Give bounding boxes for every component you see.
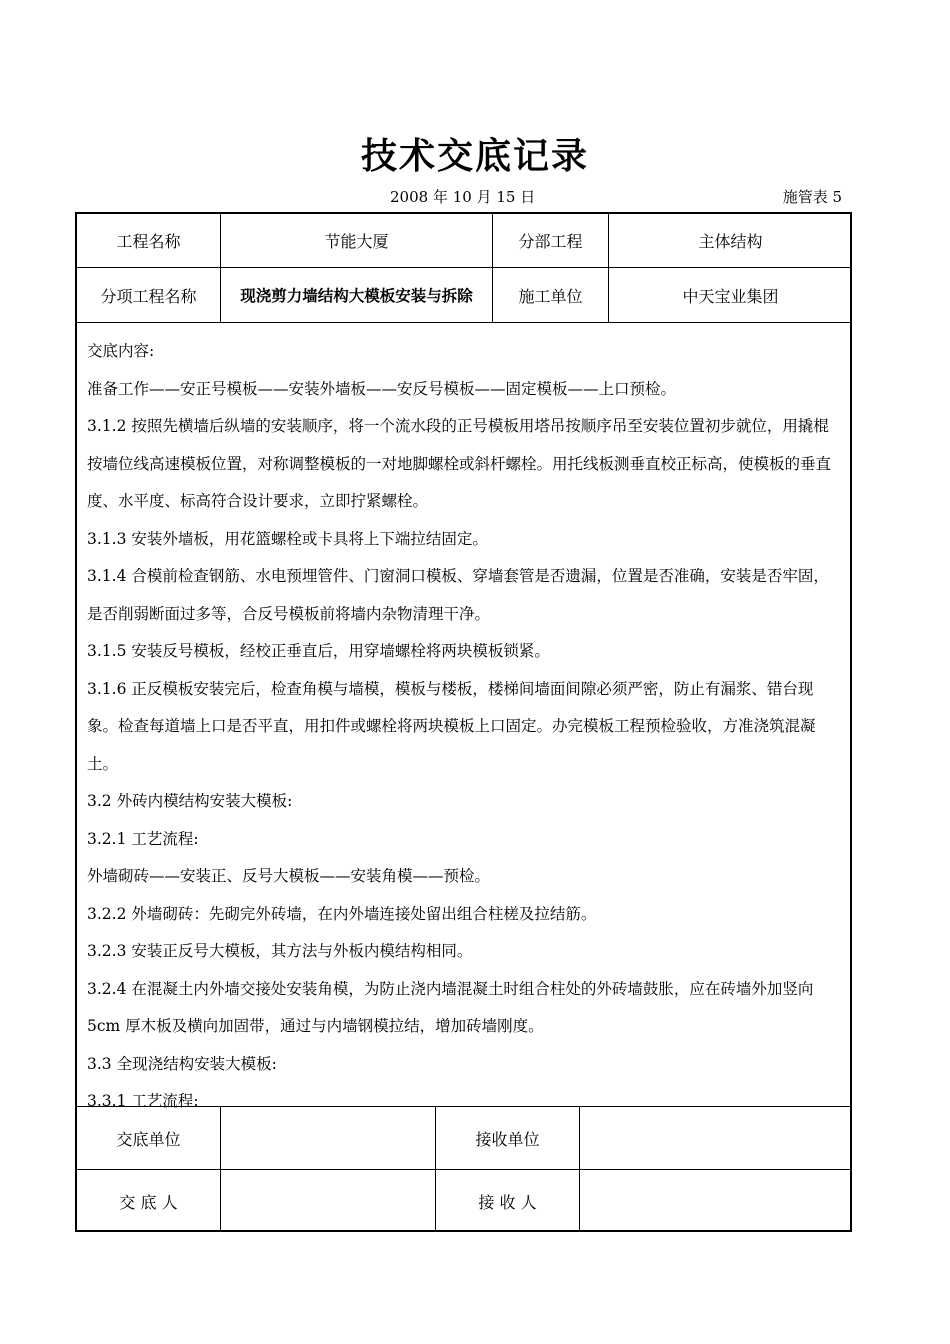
content-paragraph: 3.2.3 安装正反号大模板，其方法与外板内模结构相同。 bbox=[87, 942, 473, 960]
briefing-content bbox=[77, 323, 850, 1110]
receiver-unit-label: 接收单位 bbox=[436, 1107, 580, 1169]
content-paragraph: 3.2.2 外墙砌砖：先砌完外砖墙，在内外墙连接处留出组合柱槎及拉结筋。 bbox=[87, 904, 597, 923]
division-label: 分部工程 bbox=[493, 214, 609, 267]
project-name-value: 节能大厦 bbox=[221, 214, 493, 267]
content-paragraph: 准备工作——安正号模板——安装外墙板——安反号模板——固定模板——上口预检。 bbox=[87, 379, 677, 398]
form-number: 施管表 5 bbox=[782, 188, 842, 206]
content-paragraph: 3.1.4 合模前检查钢筋、水电预埋管件、门窗洞口模板、穿墙套管是否遗漏，位置是否准确，安装是否牢固，是否削弱断面过多等，合反号模板前将墙内杂物清理干净。 bbox=[87, 567, 829, 623]
receiver-label: 接 收 人 bbox=[436, 1170, 580, 1232]
receiver-unit-field[interactable] bbox=[580, 1107, 852, 1169]
project-name-label: 工程名称 bbox=[77, 214, 221, 267]
document-title: 技术交底记录 bbox=[360, 136, 589, 177]
issuer-field[interactable] bbox=[221, 1170, 436, 1232]
content-paragraph: 外墙砌砖——安装正、反号大模板——安装角模——预检。 bbox=[87, 867, 491, 885]
content-paragraph: 3.3 全现浇结构安装大模板: bbox=[87, 1054, 277, 1073]
units-row bbox=[77, 1107, 850, 1170]
content-paragraph: 3.2.1 工艺流程: bbox=[87, 829, 199, 848]
issuer-unit-label: 交底单位 bbox=[77, 1107, 221, 1169]
issuer-unit-field[interactable] bbox=[221, 1107, 436, 1169]
subitem-row bbox=[77, 268, 850, 323]
receiver-field[interactable] bbox=[580, 1170, 852, 1232]
content-paragraph: 3.1.6 正反模板安装完后，检查角模与墙模，模板与楼板，楼梯间墙面间隙必须严密，防止有漏浆、错台现象。检查每道墙上口是否平直，用扣件或螺栓将两块模板上口固定。办完模板工程预检验收，方准浇筑混凝土。 bbox=[87, 679, 816, 773]
content-paragraph: 3.2 外砖内模结构安装大模板: bbox=[87, 792, 293, 810]
content-paragraph: 3.3.1 工艺流程: bbox=[87, 1092, 199, 1110]
subitem-value: 现浇剪力墙结构大模板安装与拆除 bbox=[221, 268, 493, 322]
content-paragraph: 3.1.2 按照先横墙后纵墙的安装顺序，将一个流水段的正号模板用塔吊按顺序吊至安装位置初步就位，用撬棍按墙位线高速模板位置，对称调整模板的一对地脚螺栓或斜杆螺栓。用托线板测垂直校正标高，使模板的垂直度、水平度、标高符合设计要求，立即拧紧螺栓。 bbox=[87, 417, 832, 510]
division-value: 主体结构 bbox=[698, 232, 763, 251]
content-paragraph: 3.1.5 安装反号模板，经校正垂直后，用穿墙螺栓将两块模板锁紧。 bbox=[87, 642, 550, 660]
issuer-label: 交 底 人 bbox=[77, 1170, 221, 1232]
content-paragraph: 3.1.3 安装外墙板，用花篮螺栓或卡具将上下端拉结固定。 bbox=[87, 529, 488, 548]
content-paragraph: 3.2.4 在混凝土内外墙交接处安装角模，为防止浇内墙混凝土时组合柱处的外砖墙鼓胀，应在砖墙外加竖向 5cm 厚木板及横向加固带，通过与内墙钢模拉结，增加砖墙刚度。 bbox=[87, 979, 814, 1035]
content-label: 交底内容: bbox=[87, 342, 155, 360]
contractor-value: 中天宝业集团 bbox=[682, 286, 779, 306]
persons-row bbox=[77, 1170, 850, 1232]
contractor-label: 施工单位 bbox=[493, 268, 609, 322]
document-date: 2008 年 10 月 15 日 bbox=[390, 188, 536, 206]
project-row bbox=[77, 214, 850, 268]
record-table bbox=[75, 212, 852, 1232]
subitem-label: 分项工程名称 bbox=[77, 268, 221, 322]
